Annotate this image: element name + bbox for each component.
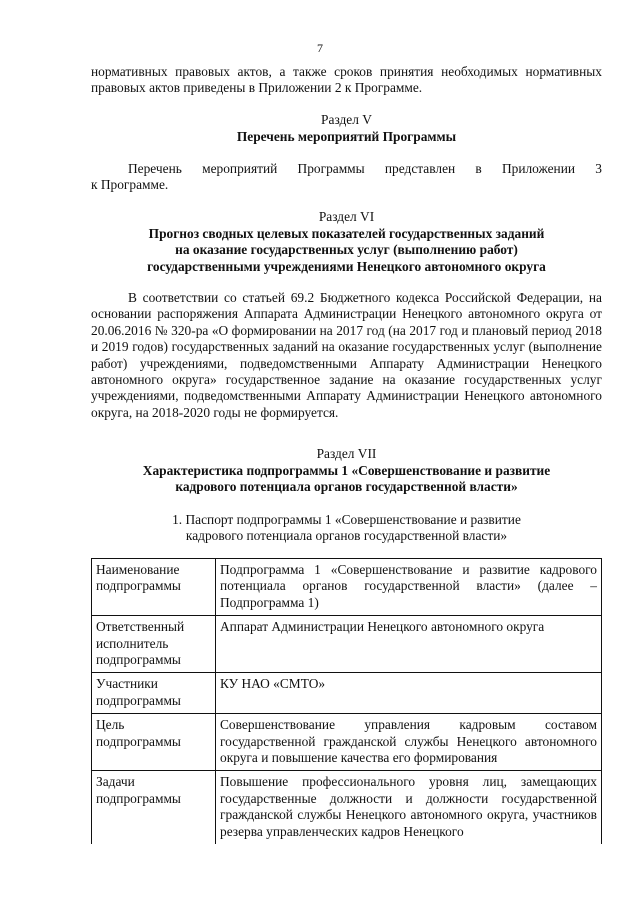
row-label-name: Наименование подпрограммы <box>92 559 216 616</box>
row-label-participants: Участники подпрограммы <box>92 673 216 714</box>
section5-text-line-1: Перечень мероприятий Программы представлен в Приложении 3 <box>128 161 602 176</box>
row-label-tasks: Задачи подпрограммы <box>92 771 216 844</box>
row-label-responsible: Ответственный исполнитель подпрограммы <box>92 616 216 673</box>
row-value-participants: КУ НАО «СМТО» <box>216 673 602 714</box>
passport-title-line-1: 1. Паспорт подпрограммы 1 «Совершенствование и развитие <box>172 512 521 527</box>
page-number: 7 <box>317 41 323 55</box>
section7-title-line-2: кадрового потенциала органов государственной власти» <box>175 479 518 495</box>
passport-title-line-2: кадрового потенциала органов государственной власти» <box>185 528 508 544</box>
section7-heading: Раздел VII <box>316 446 377 461</box>
table-row <box>92 714 602 771</box>
intro-line-1: нормативных правовых актов, а также сроков принятия необходимых нормативных <box>91 64 602 79</box>
section7-title-line-1: Характеристика подпрограммы 1 «Совершенствование и развитие <box>142 463 551 478</box>
section5-paragraph <box>91 161 602 194</box>
intro-line-2: правовых актов приведены в Приложении 2 к Программе. <box>91 80 423 96</box>
table-row <box>92 673 602 714</box>
section5-heading: Раздел V <box>321 112 372 127</box>
section6-paragraph: В соответствии со статьей 69.2 Бюджетного кодекса Российской Федерации, на основании распоряжения Аппарата Администрации Ненецкого автономного округа от 20.06.2016 № 320-ра «О формировании на 2017 год (на 2017 год и плановый период 2018 и 2019 годов) государственных заданий на оказание государственных услуг (выполнение работ) учреждениями, подведомственными Аппарату Администрации Ненецкого автономного округа» государственное задание на оказание государственных услуг учреждениями, подведомственными Аппарату Администрации Ненецкого автономного округа, на 2018-2020 годы не формируется. <box>91 290 602 420</box>
section5-text-line-2: к Программе. <box>91 177 169 193</box>
passport-title <box>91 512 602 545</box>
intro-paragraph <box>91 64 602 97</box>
section5-title: Перечень мероприятий Программы <box>236 129 457 144</box>
table-row <box>92 559 602 616</box>
section6-title-line-2: на оказание государственных услуг (выполнению работ) <box>175 242 518 258</box>
row-value-goal: Совершенствование управления кадровым составом государственной гражданской службы Ненецкого автономного округа и повышение качества его формирования <box>216 714 602 771</box>
passport-table <box>91 558 602 844</box>
section7-title <box>91 463 602 496</box>
table-row <box>92 771 602 844</box>
row-value-responsible: Аппарат Администрации Ненецкого автономного округа <box>216 616 602 673</box>
row-value-tasks: Повышение профессионального уровня лиц, замещающих государственные должности и должности государственной гражданской службы Ненецкого автономного округа, участников резерва управленческих кадров Ненецкого <box>216 771 602 844</box>
row-label-goal: Цель подпрограммы <box>92 714 216 771</box>
table-row <box>92 616 602 673</box>
section6-title-line-3: государственными учреждениями Ненецкого автономного округа <box>147 258 546 274</box>
row-value-name: Подпрограмма 1 «Совершенствование и развитие кадрового потенциала органов государственной власти» (далее – Подпрограмма 1) <box>216 559 602 616</box>
section6-title-line-1: Прогноз сводных целевых показателей государственных заданий <box>148 226 545 241</box>
section6-title <box>91 226 602 275</box>
section6-heading: Раздел VI <box>318 209 375 224</box>
